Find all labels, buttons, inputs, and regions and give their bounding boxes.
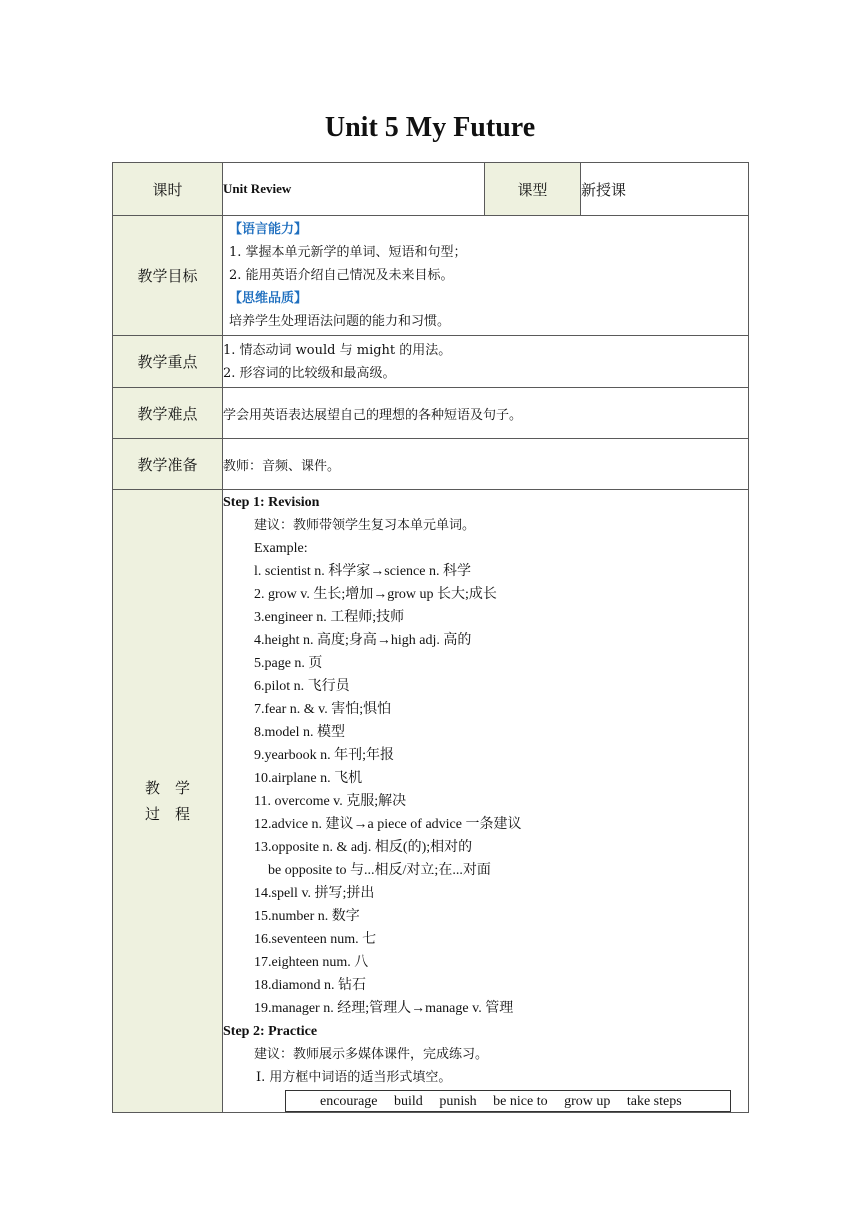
vocab-item: 19.manager n. 经理;管理人→manage v. 管理 [254, 1001, 514, 1016]
key-points-content [223, 336, 749, 388]
word-box-item: take steps [626, 1094, 682, 1109]
vocab-item: 16.seventeen num. 七 [254, 932, 377, 947]
objectives-content [223, 216, 749, 336]
row-objectives [113, 216, 749, 336]
objectives-item: 培养学生处理语法问题的能力和习惯。 [229, 314, 451, 329]
word-box-item: build [394, 1094, 423, 1109]
key-point-item: 1. 情态动词 would 与 might 的用法。 [223, 342, 452, 358]
word-box [285, 1090, 731, 1112]
key-point-item: 2. 形容词的比较级和最高级。 [223, 365, 396, 381]
word-box-item: encourage [320, 1094, 378, 1109]
page-title: Unit 5 My Future [324, 112, 536, 143]
exercise-heading: Ⅰ. 用方框中词语的适当形式填空。 [256, 1070, 452, 1085]
preparation-text: 教师：音频、课件。 [223, 439, 749, 490]
vocab-item: 14.spell v. 拼写;拼出 [254, 886, 375, 901]
process-label [113, 490, 223, 1113]
vocab-item: 9.yearbook n. 年刊;年报 [254, 748, 394, 763]
vocab-item: 13.opposite n. & adj. 相反(的);相对的 [254, 840, 473, 855]
vocab-item: 5.page n. 页 [254, 656, 323, 671]
process-label-line2: 过 程 [144, 805, 190, 823]
vocab-item: 6.pilot n. 飞行员 [254, 679, 350, 694]
vocab-item: 11. overcome v. 克服;解决 [254, 794, 407, 809]
preparation-label: 教学准备 [113, 439, 223, 490]
step1-title: Step 1: Revision [223, 495, 320, 510]
word-box-item: grow up [564, 1094, 611, 1109]
lesson-label: 课时 [113, 163, 223, 216]
vocab-item: 15.number n. 数字 [254, 909, 360, 924]
word-box-item: be nice to [493, 1094, 548, 1109]
type-value: 新授课 [581, 163, 749, 216]
difficulties-text: 学会用英语表达展望自己的理想的各种短语及句子。 [223, 388, 749, 439]
vocab-item: 17.eighteen num. 八 [254, 955, 369, 970]
objectives-label: 教学目标 [113, 216, 223, 336]
row-preparation [113, 439, 749, 490]
vocab-item: 18.diamond n. 钻石 [254, 978, 366, 993]
vocab-item: 3.engineer n. 工程师;技师 [254, 610, 405, 625]
objectives-section-thinking: 【思维品质】 [229, 291, 308, 306]
vocab-item: 8.model n. 模型 [254, 725, 345, 740]
vocab-item: 7.fear n. & v. 害怕;惧怕 [254, 702, 392, 717]
vocab-item: 12.advice n. 建议→a piece of advice 一条建议 [254, 817, 522, 832]
row-difficulties [113, 388, 749, 439]
difficulties-label: 教学难点 [113, 388, 223, 439]
objectives-section-language: 【语言能力】 [229, 222, 308, 237]
objectives-item: 1. 掌握本单元新学的单词、短语和句型； [229, 245, 467, 260]
step2-title: Step 2: Practice [223, 1024, 318, 1039]
row-lesson [113, 163, 749, 216]
objectives-item: 2. 能用英语介绍自己情况及未来目标。 [229, 268, 454, 283]
vocabulary-list [223, 560, 748, 1020]
vocab-item-sub: be opposite to 与...相反/对立;在...对面 [268, 863, 491, 878]
key-points-label: 教学重点 [113, 336, 223, 388]
vocab-item: 4.height n. 高度;身高→high adj. 高的 [254, 633, 472, 648]
step1-suggestion: 建议：教师带领学生复习本单元单词。 [254, 518, 476, 533]
process-label-line1: 教 学 [144, 779, 190, 797]
lesson-plan-table [112, 162, 749, 1113]
word-box-item: punish [439, 1094, 477, 1109]
type-label: 课型 [485, 163, 581, 216]
row-process [113, 490, 749, 1113]
vocab-item: 10.airplane n. 飞机 [254, 771, 363, 786]
step2-suggestion: 建议：教师展示多媒体课件，完成练习。 [254, 1047, 489, 1062]
example-label: Example: [254, 541, 308, 556]
vocab-item: l. scientist n. 科学家→science n. 科学 [254, 564, 471, 579]
process-content [223, 490, 749, 1113]
lesson-value: Unit Review [223, 163, 485, 216]
vocab-item: 2. grow v. 生长;增加→grow up 长大;成长 [254, 587, 497, 602]
row-key-points [113, 336, 749, 388]
